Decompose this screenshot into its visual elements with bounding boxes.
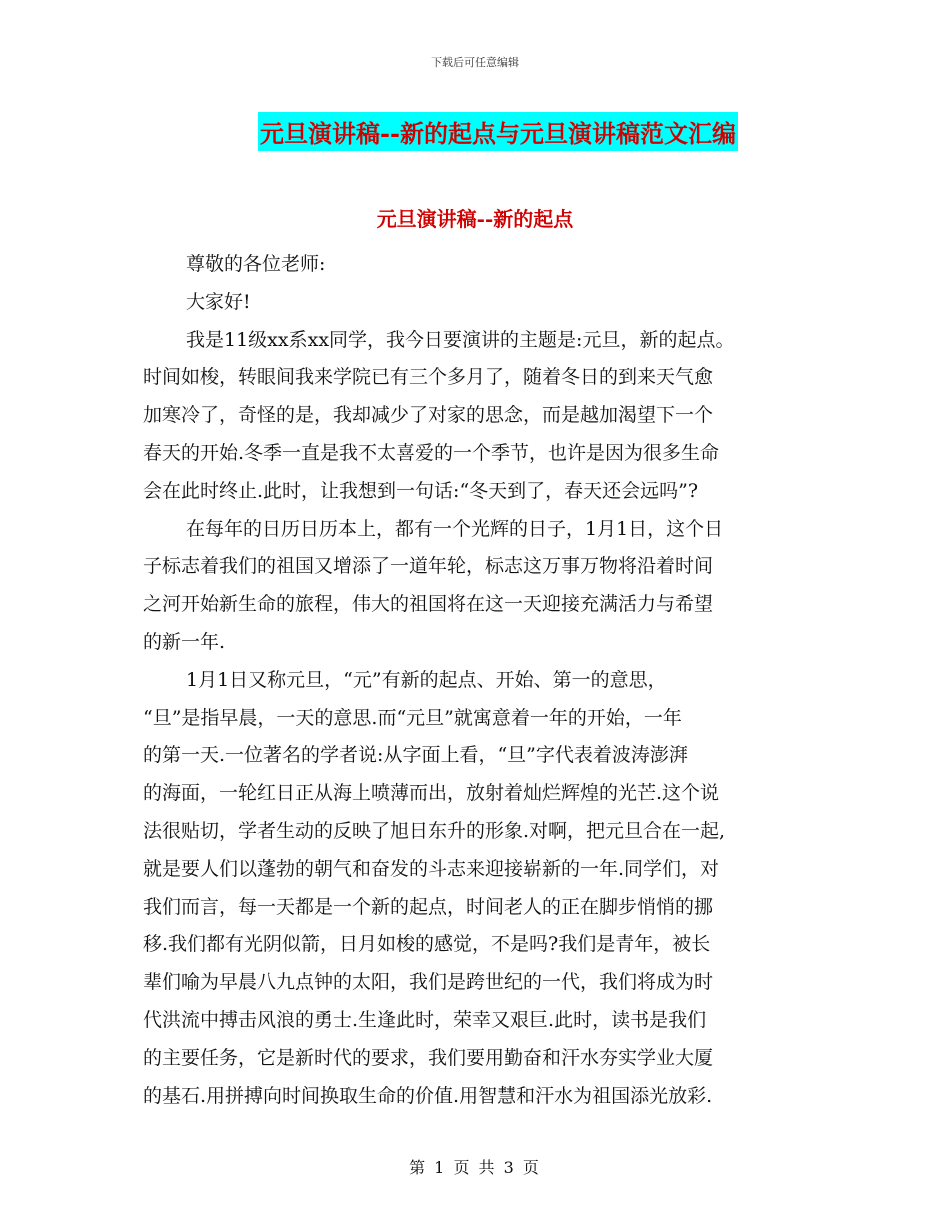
paragraph-line: 的新一年. bbox=[143, 630, 226, 653]
paragraph-line: 的基石.用拼搏向时间换取生命的价值.用智慧和汗水为祖国添光放彩. bbox=[143, 1084, 713, 1107]
paragraph-line: 我是11级xx系xx同学，我今日要演讲的主题是:元旦，新的起点。 bbox=[186, 328, 735, 351]
paragraph-line: 在每年的日历日历本上，都有一个光辉的日子，1月1日，这个日 bbox=[186, 517, 724, 540]
document-body bbox=[143, 246, 823, 1115]
paragraph-line: 辈们喻为早晨八九点钟的太阳，我们是跨世纪的一代，我们将成为时 bbox=[143, 971, 714, 994]
paragraph-line: 法很贴切，学者生动的反映了旭日东升的形象.对啊，把元旦合在一起, bbox=[143, 819, 726, 842]
page-footer: 第 1 页 共 3 页 bbox=[409, 1158, 541, 1177]
paragraph-line: 加寒冷了，奇怪的是，我却减少了对家的思念，而是越加渴望下一个 bbox=[143, 404, 714, 427]
salutation: 尊敬的各位老师: bbox=[186, 253, 326, 275]
highlighted-title-text: 元旦演讲稿--新的起点与元旦演讲稿范文汇编 bbox=[258, 112, 738, 151]
paragraph-line: 春天的开始.冬季一直是我不太喜爱的一个季节，也许是因为很多生命 bbox=[143, 441, 720, 464]
paragraph-line: 代洪流中搏击风浪的勇士.生逢此时，荣幸又艰巨.此时，读书是我们 bbox=[143, 1008, 707, 1031]
paragraph-line: 我们而言，每一天都是一个新的起点，时间老人的正在脚步悄悄的挪 bbox=[143, 895, 714, 918]
paragraph-line: 移.我们都有光阴似箭，日月如梭的感觉，不是吗?我们是青年，被长 bbox=[143, 933, 711, 956]
paragraph-line: 的主要任务，它是新时代的要求，我们要用勤奋和汗水夯实学业大厦 bbox=[143, 1046, 714, 1069]
paragraph-line: “旦”是指早晨，一天的意思.而“元旦”就寓意着一年的开始，一年 bbox=[143, 706, 682, 729]
paragraph-line: 就是要人们以蓬勃的朝气和奋发的斗志来迎接崭新的一年.同学们，对 bbox=[143, 857, 720, 880]
paragraph-line: 会在此时终止.此时，让我想到一句话:“冬天到了，春天还会远吗”? bbox=[143, 479, 699, 502]
paragraph-line: 时间如梭，转眼间我来学院已有三个多月了，随着冬日的到来天气愈 bbox=[143, 366, 714, 389]
section-title: 元旦演讲稿--新的起点 bbox=[376, 207, 574, 231]
paragraph-line: 的第一天.一位著名的学者说:从字面上看，“旦”字代表着波涛澎湃 bbox=[143, 744, 688, 767]
paragraph-line: 子标志着我们的祖国又增添了一道年轮，标志这万事万物将沿着时间 bbox=[143, 555, 714, 578]
document-title bbox=[0, 112, 950, 151]
paragraph-line: 的海面，一轮红日正从海上喷薄而出，放射着灿烂辉煌的光芒.这个说 bbox=[143, 782, 720, 805]
paragraph-line: 之河开始新生命的旅程，伟大的祖国将在这一天迎接充满活力与希望 bbox=[143, 593, 714, 616]
header-note: 下载后可任意编辑 bbox=[431, 56, 519, 69]
paragraph-line: 1月1日又称元旦，“元”有新的起点、开始、第一的意思， bbox=[186, 668, 667, 691]
greeting: 大家好! bbox=[186, 290, 251, 313]
